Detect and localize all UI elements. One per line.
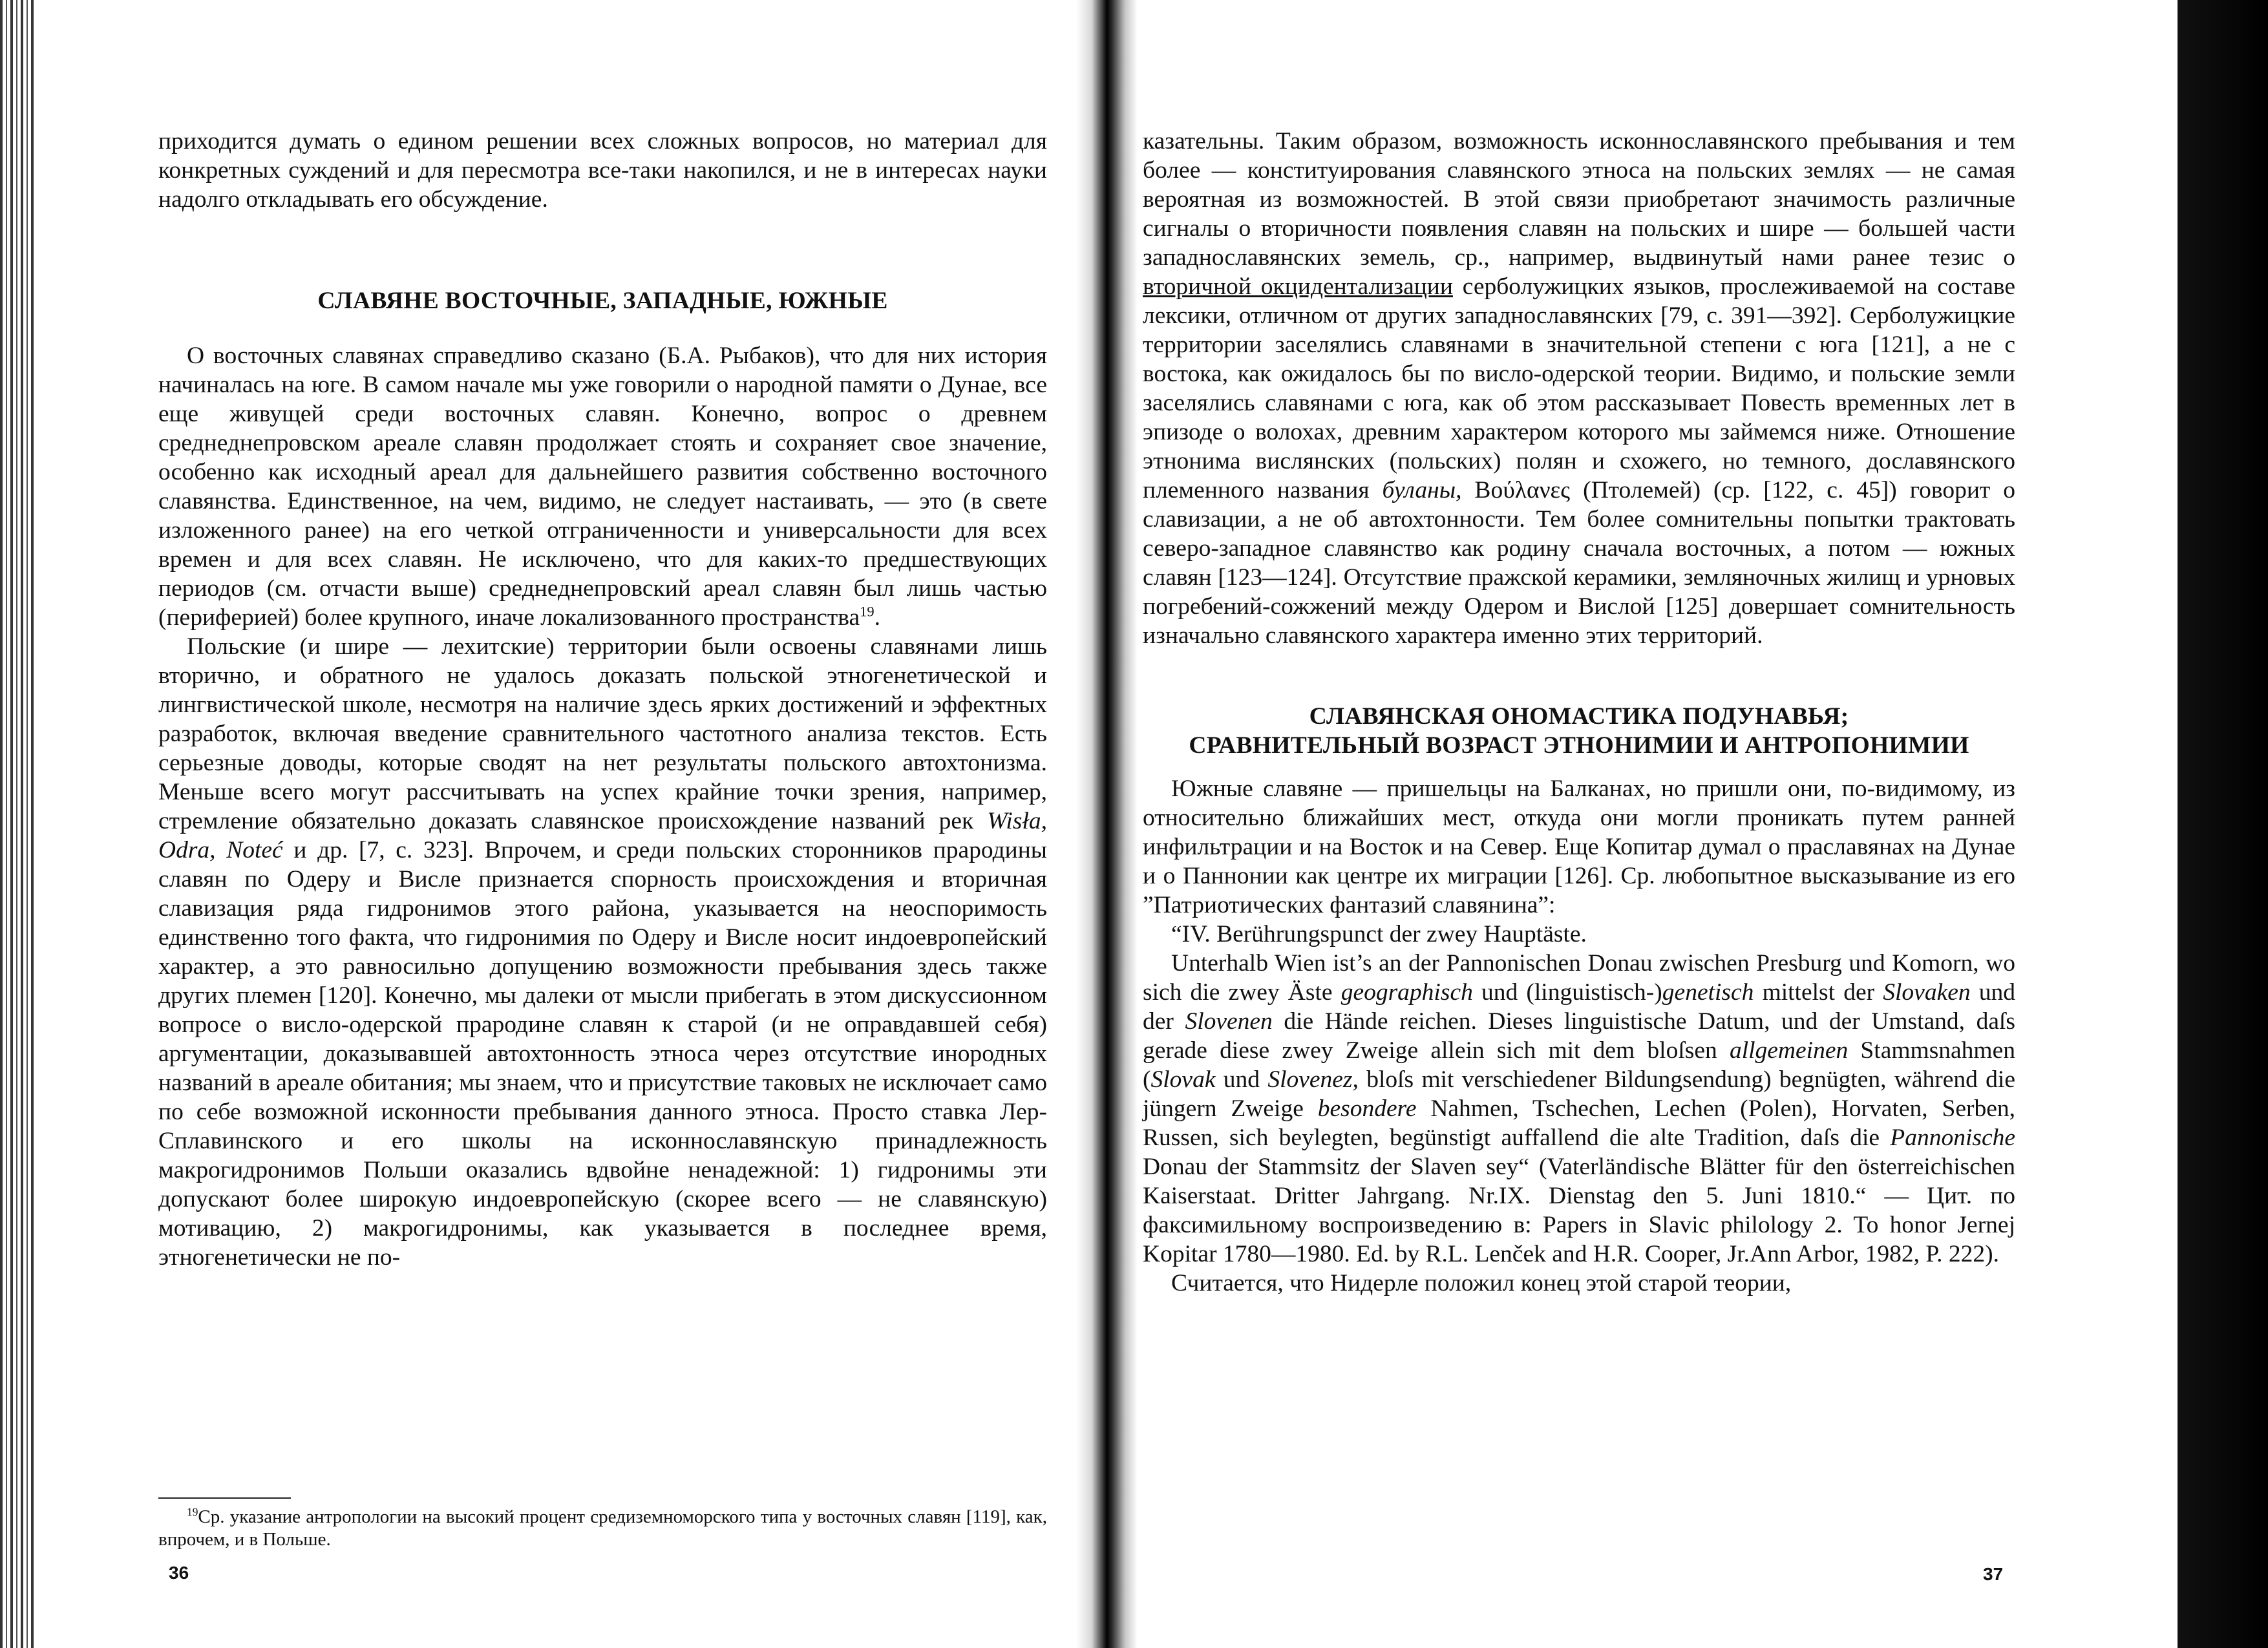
left-continuation-paragraph: приходится думать о едином решении всех сложных вопросов, но материал для конкретных суждений и для пересмотра все-таки накопился, и не в интересах науки надолго откладывать его обсуждение. [158,128,1047,213]
quote-italic-slovak: Slovak [1150,1066,1216,1093]
quote-italic-slovenen: Slovenen [1185,1008,1273,1035]
right-continuation-text-b: серболужицких языков, прослеживаемой на составе лексики, отличном от других западнославянских [79, с. 391—392]. Серболужицкие территории заселялись славянами в значительной степени с юга [121], а не с востока, как ожидалось бы по висло-одерской теории. Видимо, и польские земли заселялись славянами с юга, как об этом рассказывает Повесть временных лет в эпизоде о волохах, древним характером которого мы займемся ниже. Отношение этнонима вислянских (польских) полян и схожего, но темного, дославянского племенного названия [1143,273,2015,503]
quote-text-h: bloſs mit verschiedener Bildungsendung) begnügten, während die jüngern Zweige [1143,1066,2015,1122]
quote-text-f: Stammsnahmen ( [1143,1037,2015,1093]
right-section-heading-line-2: СРАВНИТЕЛЬНЫЙ ВОЗРАСТ ЭТНОНИМИИ И АНТРОПОНИМИИ [1189,732,1969,759]
left-paragraph-1-end: . [874,604,881,631]
quote-title: “IV. Berührungspunct der zwey Hauptäste. [1171,921,1587,947]
quote-italic-slovenez: Slovenez, [1267,1066,1359,1093]
scan-edge-right [2178,0,2268,1648]
quote-italic-allgemeinen: allgemeinen [1729,1037,1849,1064]
book-gutter [1076,0,1138,1648]
left-section-heading: СЛАВЯНЕ ВОСТОЧНЫЕ, ЗАПАДНЫЕ, ЮЖНЫЕ [317,288,888,314]
river-names-italic: Wisła, Odra, Noteć [158,808,1047,863]
quote-text-a: Unterhalb Wien ist’s an der Pannonischen Donau zwischen Presburg und Komorn, wo sich die zwey Äste [1143,950,2015,1006]
right-continuation-text-c: Βούλανες (Птолемей) (ср. [122, с. 45]) говорит о славизации, а не об автохтонности. Тем более сомнительны попытки трактовать северо-западное славянство как родину сначала восточных, а потом — южных славян [123—124]. Отсутствие пражской керамики, земляночных жилищ и урновых погребений-сожжений между Одером и Вислой [125] довершает сомнительность изначально славянского характера именно этих территорий. [1143,477,2015,649]
quote-italic-besondere: besondere [1317,1095,1417,1122]
quote-text-i: Nahmen, Tschechen, Lechen (Polen), Horvaten, Serben, Russen, sich beylegten, begünstigt auffallend die alte Tradition, daſs die [1143,1095,2015,1151]
page-number-right: 37 [1983,1564,2004,1584]
right-continuation-text-a: казательны. Таким образом, возможность исконнославянского пребывания и тем более — конституирования славянского этноса на польских землях — не самая вероятная из возможностей. В этой связи приобретают значимость различные сигналы о вторичности появления славян на польских и шире — большей части западнославянских земель, ср., например, выдвинутый нами ранее тезис о [1143,128,2015,271]
footnote-divider [158,1497,291,1499]
left-paragraph-1-text: О восточных славянах справедливо сказано (Б.А. Рыбаков), что для них история начиналась на юге. В самом начале мы уже говорили о народной памяти о Дунае, все еще живущей среди восточных славян. Конечно, вопрос о древнем среднеднепровском ареале славян продолжает стоять и сохраняет свое значение, особенно как исходный ареал для дальнейшего развития собственно восточного славянства. Единственное, на чем, видимо, не следует настаивать, — это (в свете изложенного ранее) на его четкой отграниченности и универсальности для всех времен и для всех славян. Не исключено, что для каких-то предшествующих периодов (см. отчасти выше) среднеднепровский ареал славян был лишь частью (периферией) более крупного, иначе локализованного пространства [158,343,1047,631]
right-text-column [1143,127,2015,1298]
right-last-line: Считается, что Нидерле положил конец этой старой теории, [1171,1270,1792,1296]
right-paragraph-1: Южные славяне — пришельцы на Балканах, но пришли они, по-видимому, из относительно ближайших мест, откуда они могли проникать путем ранней инфильтрации и на Восток и на Север. Еще Копитар думал о праславянах на Дунае и о Паннонии как центре их миграции [126]. Ср. любопытное высказывание из его ”Патриотических фантазий славянина”: [1143,776,2015,918]
quote-text-c: mittelst der [1754,979,1883,1006]
quote-italic-pannonische: Pannonische [1890,1125,2015,1151]
footnote-ref-19: 19 [860,603,874,620]
footnote-19 [158,1506,1047,1551]
quote-text-b: und (linguistisch-) [1472,979,1662,1006]
quote-italic-slovaken: Slovaken [1883,979,1971,1006]
left-paragraph-2-text-b: и др. [7, с. 323]. Впрочем, и среди польских сторонников прародины славян по Одеру и Висле признается спорность происхождения и вторичная славизация ряда гидронимов этого района, указывается на неоспоримость единственно того факта, что гидронимия по Одеру и Висле носит индоевропейский характер, а это равносильно допущению возможности пребывания здесь также других племен [120]. Конечно, мы далеки от мысли прибегать в этом дискуссионном вопросе о висло-одерской прародине славян к старой (и не оправдавшей себя) аргументации, доказывавшей автохтонность этноса через отсутствие инородных названий в ареале обитания; мы знаем, что и присутствие таковых не исключает само по себе возможной исконности пребывания данного этноса. Просто ставка Лер-Сплавинского и его школы на исконнославянскую принадлежность макрогидронимов Польши оказались вдвойне ненадежной: 1) гидронимы эти допускают более широкую индоевропейскую (скорее всего — не славянскую) мотивацию, 2) макрогидронимы, как указывается в последнее время, этногенетически не по- [158,837,1047,1271]
quote-italic-geographisch: geographisch [1341,979,1473,1006]
underlined-phrase: вторичной окцидентализации [1143,273,1453,300]
scan-edge-left [0,0,34,1648]
left-paragraph-1 [158,341,1047,632]
quote-text-d: und der [1143,979,2016,1035]
quote-text-e: die Hände reichen. Dieses linguistische Datum, und der Umstand, daſs gerade diese zwey Zweige allein sich mit dem bloſsen [1143,1008,2015,1064]
page-number-left: 36 [169,1563,189,1583]
page-right [1143,0,2015,1648]
quote-text-j: Donau der Stammsitz der Slaven sey“ (Vaterländische Blätter für den österreichischen Kaiserstaat. Dritter Jahrgang. Nr.IX. Dienstag den 5. Juni 1810.“ — Цит. по факсимильному воспроизведению в: Papers in Slavic philology 2. To honor Jernej Kopitar 1780—1980. Ed. by R.L. Lenček and H.R. Cooper, Jr.Ann Arbor, 1982, P. 222). [1143,1154,2015,1267]
left-paragraph-2 [158,632,1047,1272]
page-left [158,0,1047,1648]
footnote-text: Ср. указание антропологии на высокий процент средиземноморского типа у восточных славян [119], как, впрочем, и в Польше. [158,1506,1047,1550]
right-section-heading-line-1: СЛАВЯНСКАЯ ОНОМАСТИКА ПОДУНАВЬЯ; [1309,703,1849,730]
quote-text-g: und [1215,1066,1268,1093]
footnote-number: 19 [187,1505,198,1519]
quote-body [1143,949,2015,1269]
left-paragraph-2-text-a: Польские (и шире — лехитские) территории были освоены славянами лишь вторично, и обратного не удалось доказать польской этногенетической и лингвистической школе, несмотря на наличие здесь ярких достижений и эффектных разработок, включая введение сравнительного частотного анализа текстов. Есть серьезные доводы, которые сводят на нет результаты польского автохтонизма. Меньше всего могут рассчитывать на успех крайние точки зрения, например, стремление обязательно доказать славянское происхождение названий рек [158,633,1047,834]
left-text-column [158,127,1047,1272]
right-continuation-paragraph [1143,127,2015,650]
quote-italic-genetisch: genetisch [1662,979,1754,1006]
bulany-italic: буланы, [1382,477,1462,503]
